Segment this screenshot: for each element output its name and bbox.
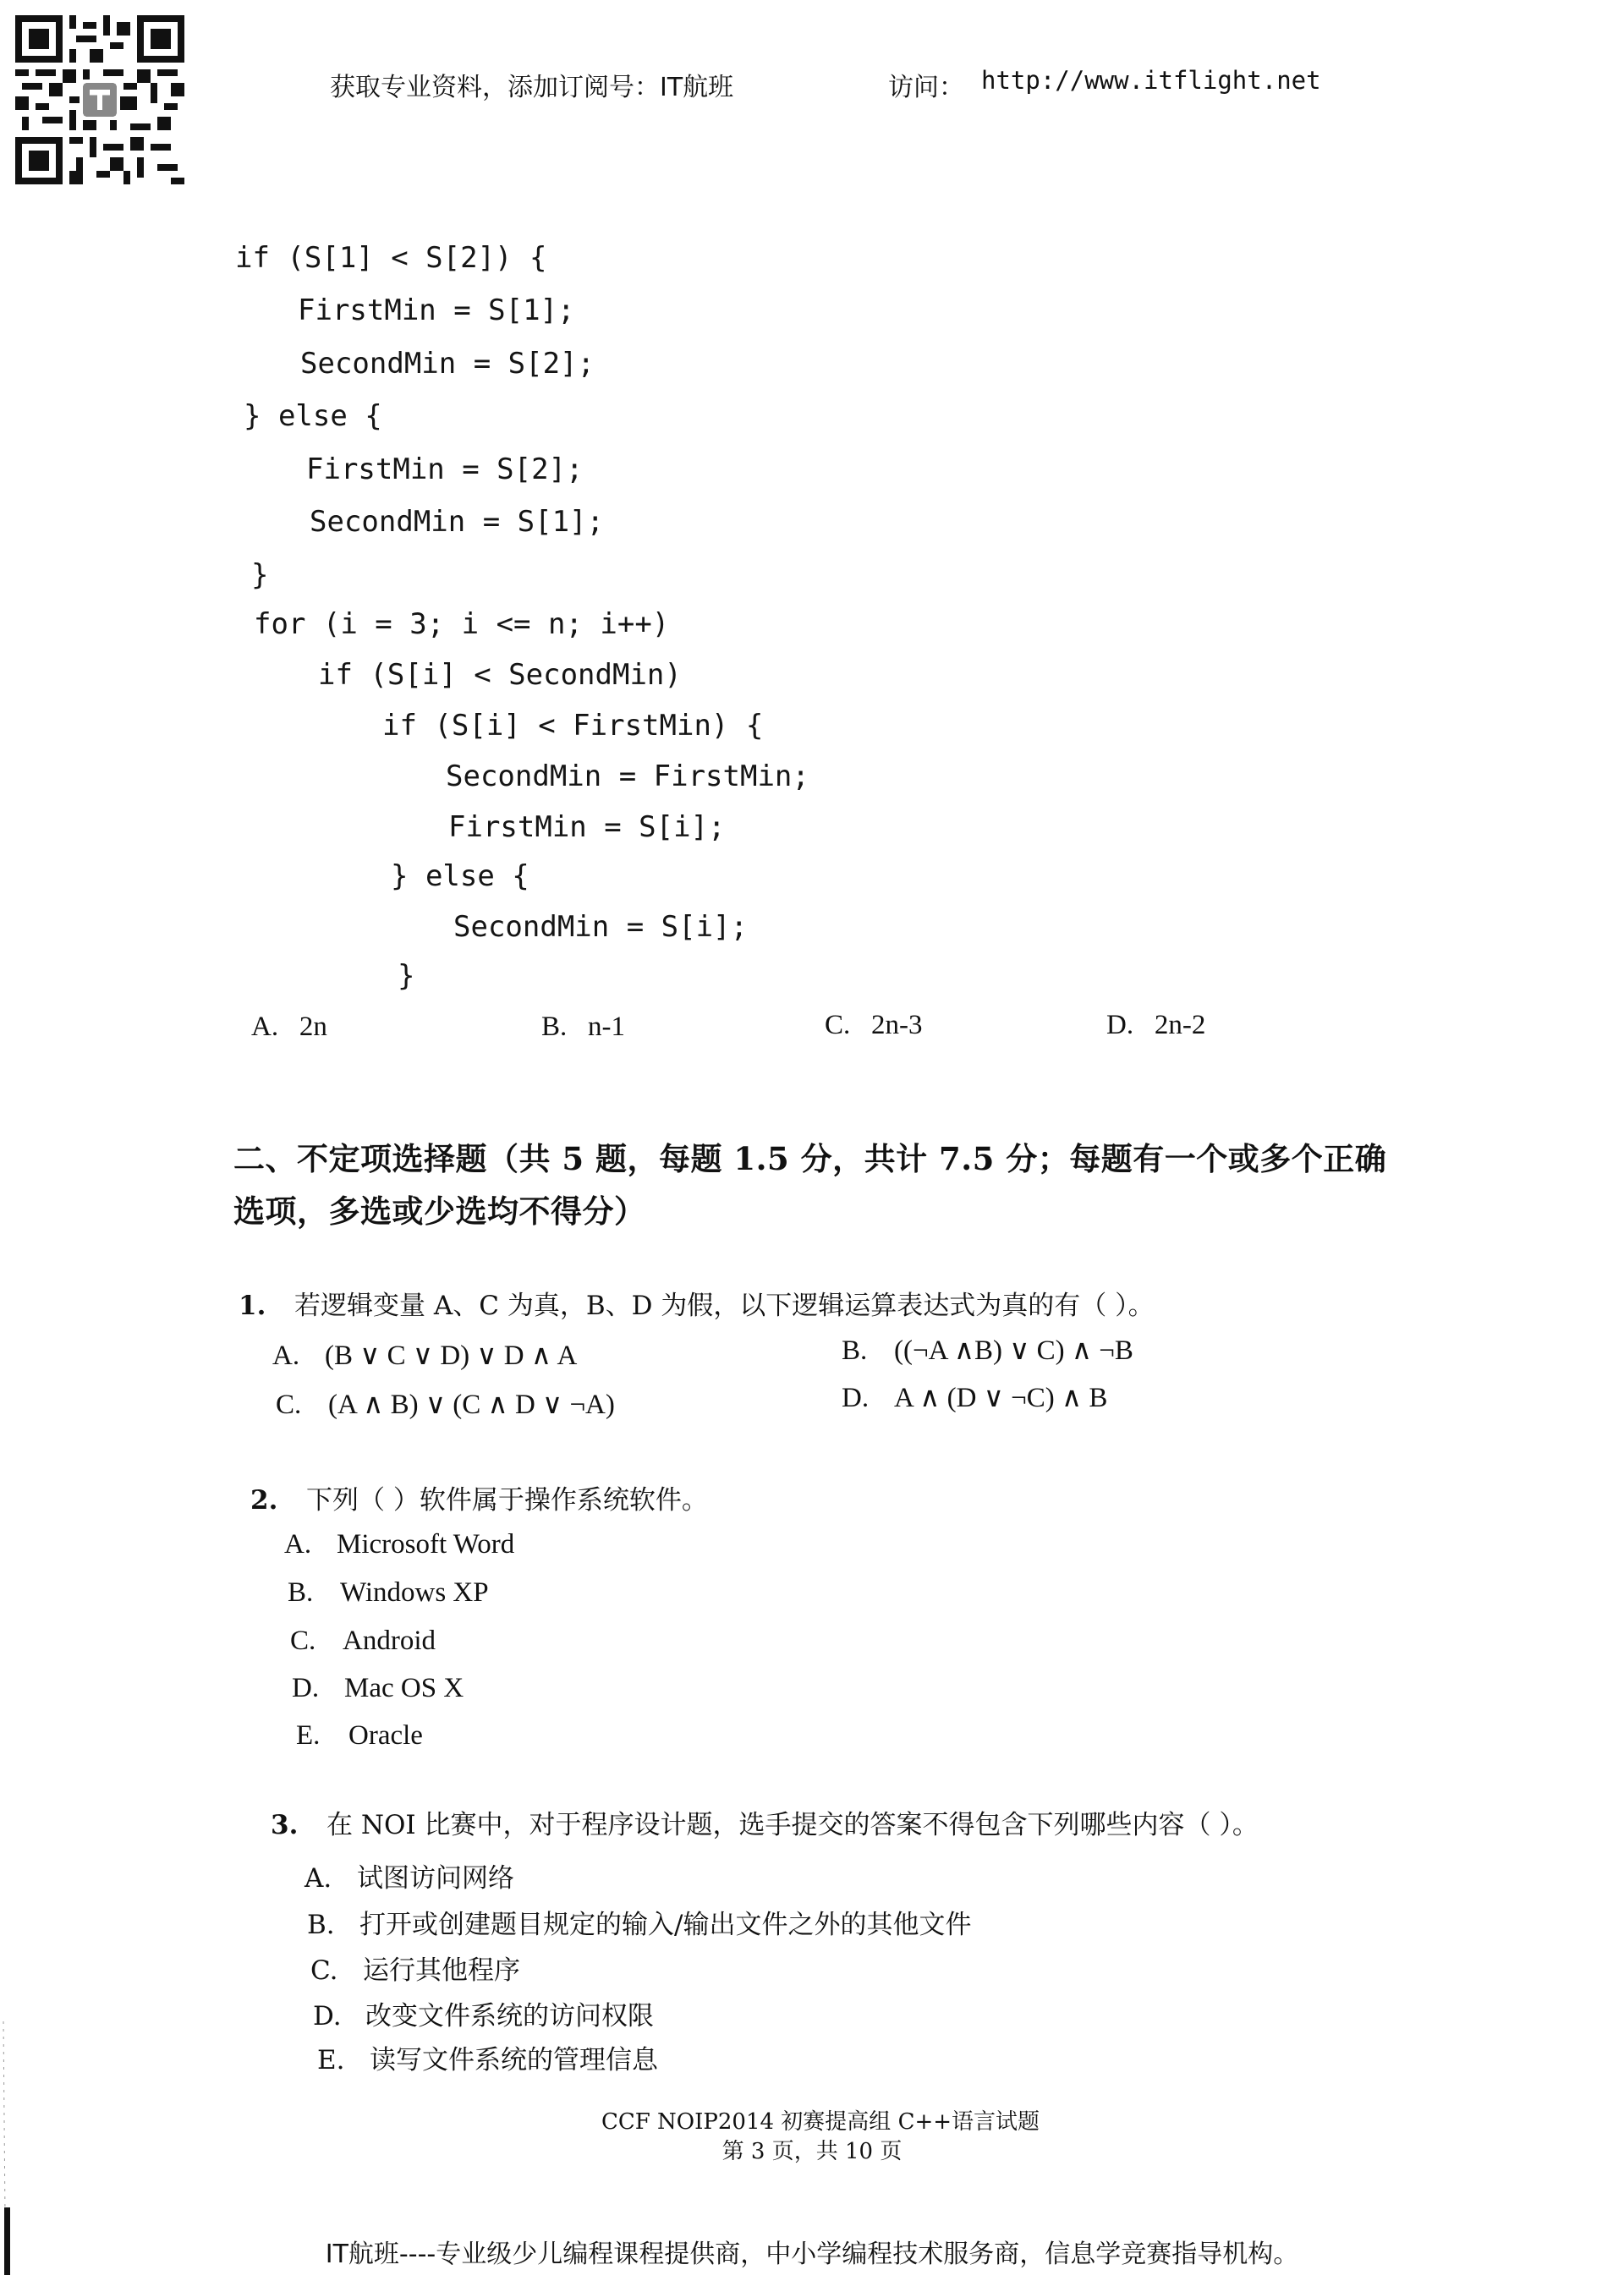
question-1-option-c: C. (A ∧ B) ∨ (C ∧ D ∨ ¬A) bbox=[276, 1390, 615, 1420]
section-title-line1: 二、不定项选择题（共 5 题，每题 1.5 分，共计 7.5 分；每题有一个或多个正确 bbox=[233, 1140, 1387, 1177]
code-line: } else { bbox=[391, 859, 529, 893]
header-visit-label: 访问： bbox=[888, 73, 964, 102]
code-line: } bbox=[251, 558, 269, 592]
prev-option-d: D. 2n-2 bbox=[1106, 1010, 1206, 1040]
footer-bottom-line: IT航班----专业级少儿编程课程提供商，中小学编程技术服务商，信息学竞赛指导机构。 bbox=[325, 2240, 1299, 2269]
code-line: SecondMin = S[2]; bbox=[300, 347, 595, 381]
header-url: http://www.itflight.net bbox=[981, 66, 1321, 95]
qr-code-image bbox=[15, 15, 184, 184]
footer-page-info: 第 3 页，共 10 页 bbox=[721, 2139, 903, 2164]
footer-exam-title: CCF NOIP2014 初赛提高组 C++语言试题 bbox=[601, 2109, 1040, 2135]
header-promo-text: 获取专业资料，添加订阅号：IT航班 bbox=[330, 73, 734, 102]
prev-option-c: C. 2n-3 bbox=[825, 1010, 923, 1040]
code-line: FirstMin = S[1]; bbox=[298, 293, 575, 327]
prev-option-b: B. n-1 bbox=[541, 1012, 626, 1042]
question-1-option-b: B. ((¬A ∧B) ∨ C) ∧ ¬B bbox=[842, 1335, 1133, 1366]
question-number: 1. bbox=[239, 1291, 266, 1321]
question-1-option-a: A. (B ∨ C ∨ D) ∨ D ∧ A bbox=[272, 1341, 578, 1371]
section-title-line2: 选项，多选或少选均不得分） bbox=[233, 1193, 646, 1230]
question-3-option-c: C. 运行其他程序 bbox=[310, 1955, 520, 1986]
question-text: 下列（ ）软件属于操作系统软件。 bbox=[306, 1485, 708, 1516]
prev-option-a: A. 2n bbox=[251, 1012, 327, 1042]
question-3-option-b: B. 打开或创建题目规定的输入/输出文件之外的其他文件 bbox=[307, 1910, 972, 1940]
question-2-option-b: B. Windows XP bbox=[288, 1577, 489, 1608]
question-1-stem bbox=[239, 1284, 1155, 1322]
question-text: 若逻辑变量 A、C 为真，B、D 为假，以下逻辑运算表达式为真的有（ ）。 bbox=[294, 1291, 1155, 1321]
question-3-stem bbox=[271, 1803, 1259, 1841]
question-2-stem bbox=[250, 1478, 708, 1516]
code-line: } else { bbox=[244, 399, 382, 433]
code-line: FirstMin = S[2]; bbox=[306, 452, 584, 486]
code-line: SecondMin = S[1]; bbox=[310, 505, 604, 539]
question-1-option-d: D. A ∧ (D ∨ ¬C) ∧ B bbox=[842, 1383, 1108, 1413]
question-3-option-e: E. 读写文件系统的管理信息 bbox=[317, 2045, 658, 2075]
code-line: if (S[i] < FirstMin) { bbox=[382, 709, 764, 743]
code-line: FirstMin = S[i]; bbox=[448, 810, 726, 844]
question-2-option-c: C. Android bbox=[290, 1626, 436, 1656]
question-number: 2. bbox=[250, 1485, 278, 1516]
question-3-option-a: A. 试图访问网络 bbox=[304, 1863, 514, 1894]
question-2-option-d: D. Mac OS X bbox=[292, 1673, 464, 1703]
code-line: for (i = 3; i <= n; i++) bbox=[254, 607, 670, 641]
question-text: 在 NOI 比赛中，对于程序设计题，选手提交的答案不得包含下列哪些内容（ ）。 bbox=[326, 1810, 1259, 1840]
question-number: 3. bbox=[271, 1810, 299, 1840]
code-line: } bbox=[398, 959, 415, 993]
code-line: if (S[1] < S[2]) { bbox=[235, 241, 547, 275]
code-line: if (S[i] < SecondMin) bbox=[318, 658, 682, 692]
question-2-option-a: A. Microsoft Word bbox=[284, 1529, 515, 1560]
scan-edge-mark bbox=[0, 2021, 12, 2275]
question-3-option-d: D. 改变文件系统的访问权限 bbox=[313, 2001, 654, 2032]
code-line: SecondMin = S[i]; bbox=[453, 910, 748, 944]
question-2-option-e: E. Oracle bbox=[296, 1720, 423, 1751]
code-line: SecondMin = FirstMin; bbox=[446, 759, 809, 793]
